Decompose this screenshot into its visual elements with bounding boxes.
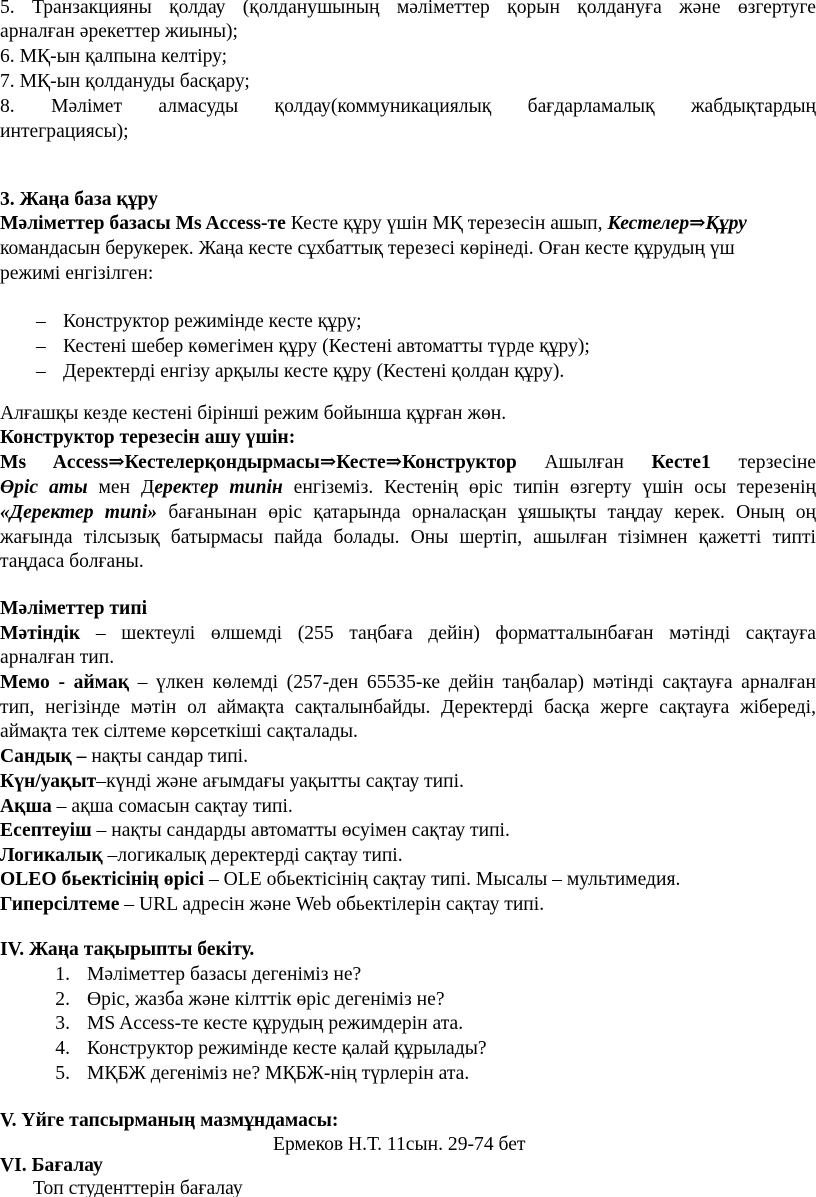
section-4-heading (0, 938, 254, 962)
list-item-7: 7. МҚ-ын қолдануды басқару; (0, 71, 250, 92)
constructor-line1 (0, 451, 816, 475)
type-number-term: Сандық – (0, 746, 87, 767)
section-3-para-line1 (0, 212, 747, 236)
para-text: нақты сандар типі. (86, 746, 249, 767)
section-4-heading-text: IV. Жаңа тақырыпты бекіту. (0, 939, 255, 960)
para-text: – OLE обьектісінің сақтау типі. Мысалы – мультимедия. (204, 869, 681, 890)
type-memo-line2: тип, негізінде мәтін ол аймақта сақталынбайды. Деректерді басқа жерге сақтауға жібереді, (0, 697, 816, 718)
type-hyperlink (0, 893, 544, 917)
data-type-term-a: ерек (154, 477, 192, 498)
constructor-line3 (0, 501, 816, 525)
para-text: т (191, 477, 201, 498)
para-text: бағанынан өріс қатарында орналасқан ұяшықты таңдау керек. Оның оң (157, 502, 816, 523)
para-text: – үлкен көлемді (257-ден 65535-ке дейін таңбалар) мәтінді сақтауға арналған (128, 672, 816, 693)
type-logical-term: Логикалық (0, 845, 103, 866)
data-types-heading-text: Мәліметтер типі (0, 598, 148, 619)
question-text: MS Access-те кесте құрудың режимдерін ата. (87, 1013, 464, 1034)
data-types-heading (0, 597, 147, 621)
constructor-line2 (0, 476, 816, 500)
constructor-heading (0, 426, 295, 450)
type-money-term: Ақша (0, 796, 52, 817)
para-text: – нақты сандарды автоматты өсуімен сақтау типі. (91, 820, 510, 841)
type-memo-line3: аймақта тек сілтеме көрсеткіші сақталады. (0, 721, 358, 742)
question-number: 3. (55, 1013, 70, 1034)
dash-marker: – (36, 336, 46, 357)
list-item-5-line2: арналған әрекеттер жиыны); (0, 21, 238, 42)
type-counter-term: Есептеуіш (0, 820, 92, 841)
question-number: 1. (55, 964, 70, 985)
bullet-text: Кестені шебер көмегімен құру (Кестені автоматты түрде құру); (63, 336, 590, 357)
type-number (0, 745, 248, 769)
para-text: – шектеулі өлшемді (255 таңбаға дейін) форматталынбаған мәтінді сақтауға (80, 623, 816, 644)
type-logical (0, 844, 403, 868)
homework-reference: Ермеков Н.Т. 11сын. 29-74 бет (273, 1134, 526, 1155)
table1-label: Кесте1 (651, 452, 711, 473)
type-money (0, 795, 293, 819)
question-text: Конструктор режимінде кесте қалай құрылады? (87, 1038, 487, 1059)
question-text: Мәліметтер базасы дегеніміз не? (87, 964, 362, 985)
para-text: – ақша сомасын сақтау типі. (51, 796, 293, 817)
type-counter (0, 819, 510, 843)
list-item-5-line1: 5. Транзакцияны қолдау (қолданушының мәліметтер қорын қолдануға және өзгертуге (0, 0, 816, 18)
question-number: 5. (55, 1063, 70, 1084)
para-text: терзесіне (710, 452, 816, 473)
section-3-para-line2: командасын берукерек. Жаңа кесте сұхбаттық терезесі көрінеді. Оған кесте құрудың үш (0, 238, 735, 259)
data-type-column-term: «Деректер типі» (0, 502, 158, 523)
type-date (0, 770, 464, 794)
type-hyperlink-term: Гиперсілтеме (0, 894, 120, 915)
dash-marker: – (36, 311, 46, 332)
section-3-heading-text: 3. Жаңа база құру (0, 189, 158, 210)
type-text-line2: арналған тип. (0, 647, 115, 668)
section-6-heading (0, 1154, 103, 1178)
section-5-heading-text: V. Үйге тапсырманың мазмұндамасы: (0, 1110, 339, 1131)
type-memo-term: Мемо - аймақ (0, 672, 129, 693)
dash-marker: – (36, 361, 46, 382)
ms-access-bold: Мәліметтер базасы Ms Access-те (0, 213, 286, 234)
constructor-heading-text: Конструктор терезесін ашу үшін: (0, 427, 296, 448)
list-item-8-line1: 8. Мәлімет алмасуды қолдау(коммуникациялық бағдарламалық жабдықтардың (0, 96, 816, 117)
constructor-line5: таңдаса болғаны. (0, 551, 144, 572)
bullet-text: Деректерді енгізу арқылы кесте құру (Кестені қолдан құру). (63, 361, 565, 382)
list-item-6: 6. МҚ-ын қалпына келтіру; (0, 46, 228, 67)
para-text: – URL адресін және Web обьектілерін сақтау типі. (119, 894, 545, 915)
field-name-term: Өріс аты (0, 477, 88, 498)
section-3-heading (0, 188, 158, 212)
para-first-mode: Алғашқы кезде кестені бірінші режим бойынша құрған жөн. (0, 403, 507, 424)
section-6-heading-text: VI. Бағалау (0, 1155, 103, 1176)
question-text: МҚБЖ дегеніміз не? МҚБЖ-нің түрлерін ата. (87, 1063, 470, 1084)
grading-text: Топ студенттерін бағалау (33, 1178, 243, 1197)
type-ole (0, 868, 680, 892)
para-text: Ашылған (516, 452, 652, 473)
section-3-para-line3: режимі енгізілген: (0, 263, 154, 284)
type-text-term: Мәтіндік (0, 623, 81, 644)
para-text: –күнді және ағымдағы уақытты сақтау типі. (96, 771, 464, 792)
question-text: Өріс, жазба және кілттік өріс дегеніміз не? (87, 989, 445, 1010)
para-text: мен Д (87, 477, 155, 498)
list-item-8-line2: интеграциясы); (0, 121, 129, 142)
menu-path: Ms Access⇒Кестелерқондырмасы⇒Кесте⇒Конструктор (0, 452, 517, 473)
para-text: –логикалық деректерді сақтау типі. (102, 845, 403, 866)
constructor-line4: жағында тілсызық батырмасы пайда болады. Оны шертіп, ашылған тізімнен қажетті типті (0, 527, 816, 548)
section-5-heading (0, 1109, 338, 1133)
para-text: енгіземіз. Кестенің өріс типін өзгерту үшін осы терезенің (282, 477, 816, 498)
data-type-term-b: ер типін (200, 477, 283, 498)
question-number: 4. (55, 1038, 70, 1059)
type-date-term: Күн/уақыт (0, 771, 97, 792)
type-ole-term: OLEO бьектісінің өрісі (0, 869, 205, 890)
type-memo-line1 (0, 671, 816, 695)
question-number: 2. (55, 989, 70, 1010)
bullet-text: Конструктор режимінде кесте құру; (63, 311, 362, 332)
para-text: Кесте құру үшін МҚ терезесін ашып, (285, 213, 608, 234)
type-text-line1 (0, 622, 816, 646)
tables-create-command: Кестелер⇒Құру (607, 213, 747, 234)
